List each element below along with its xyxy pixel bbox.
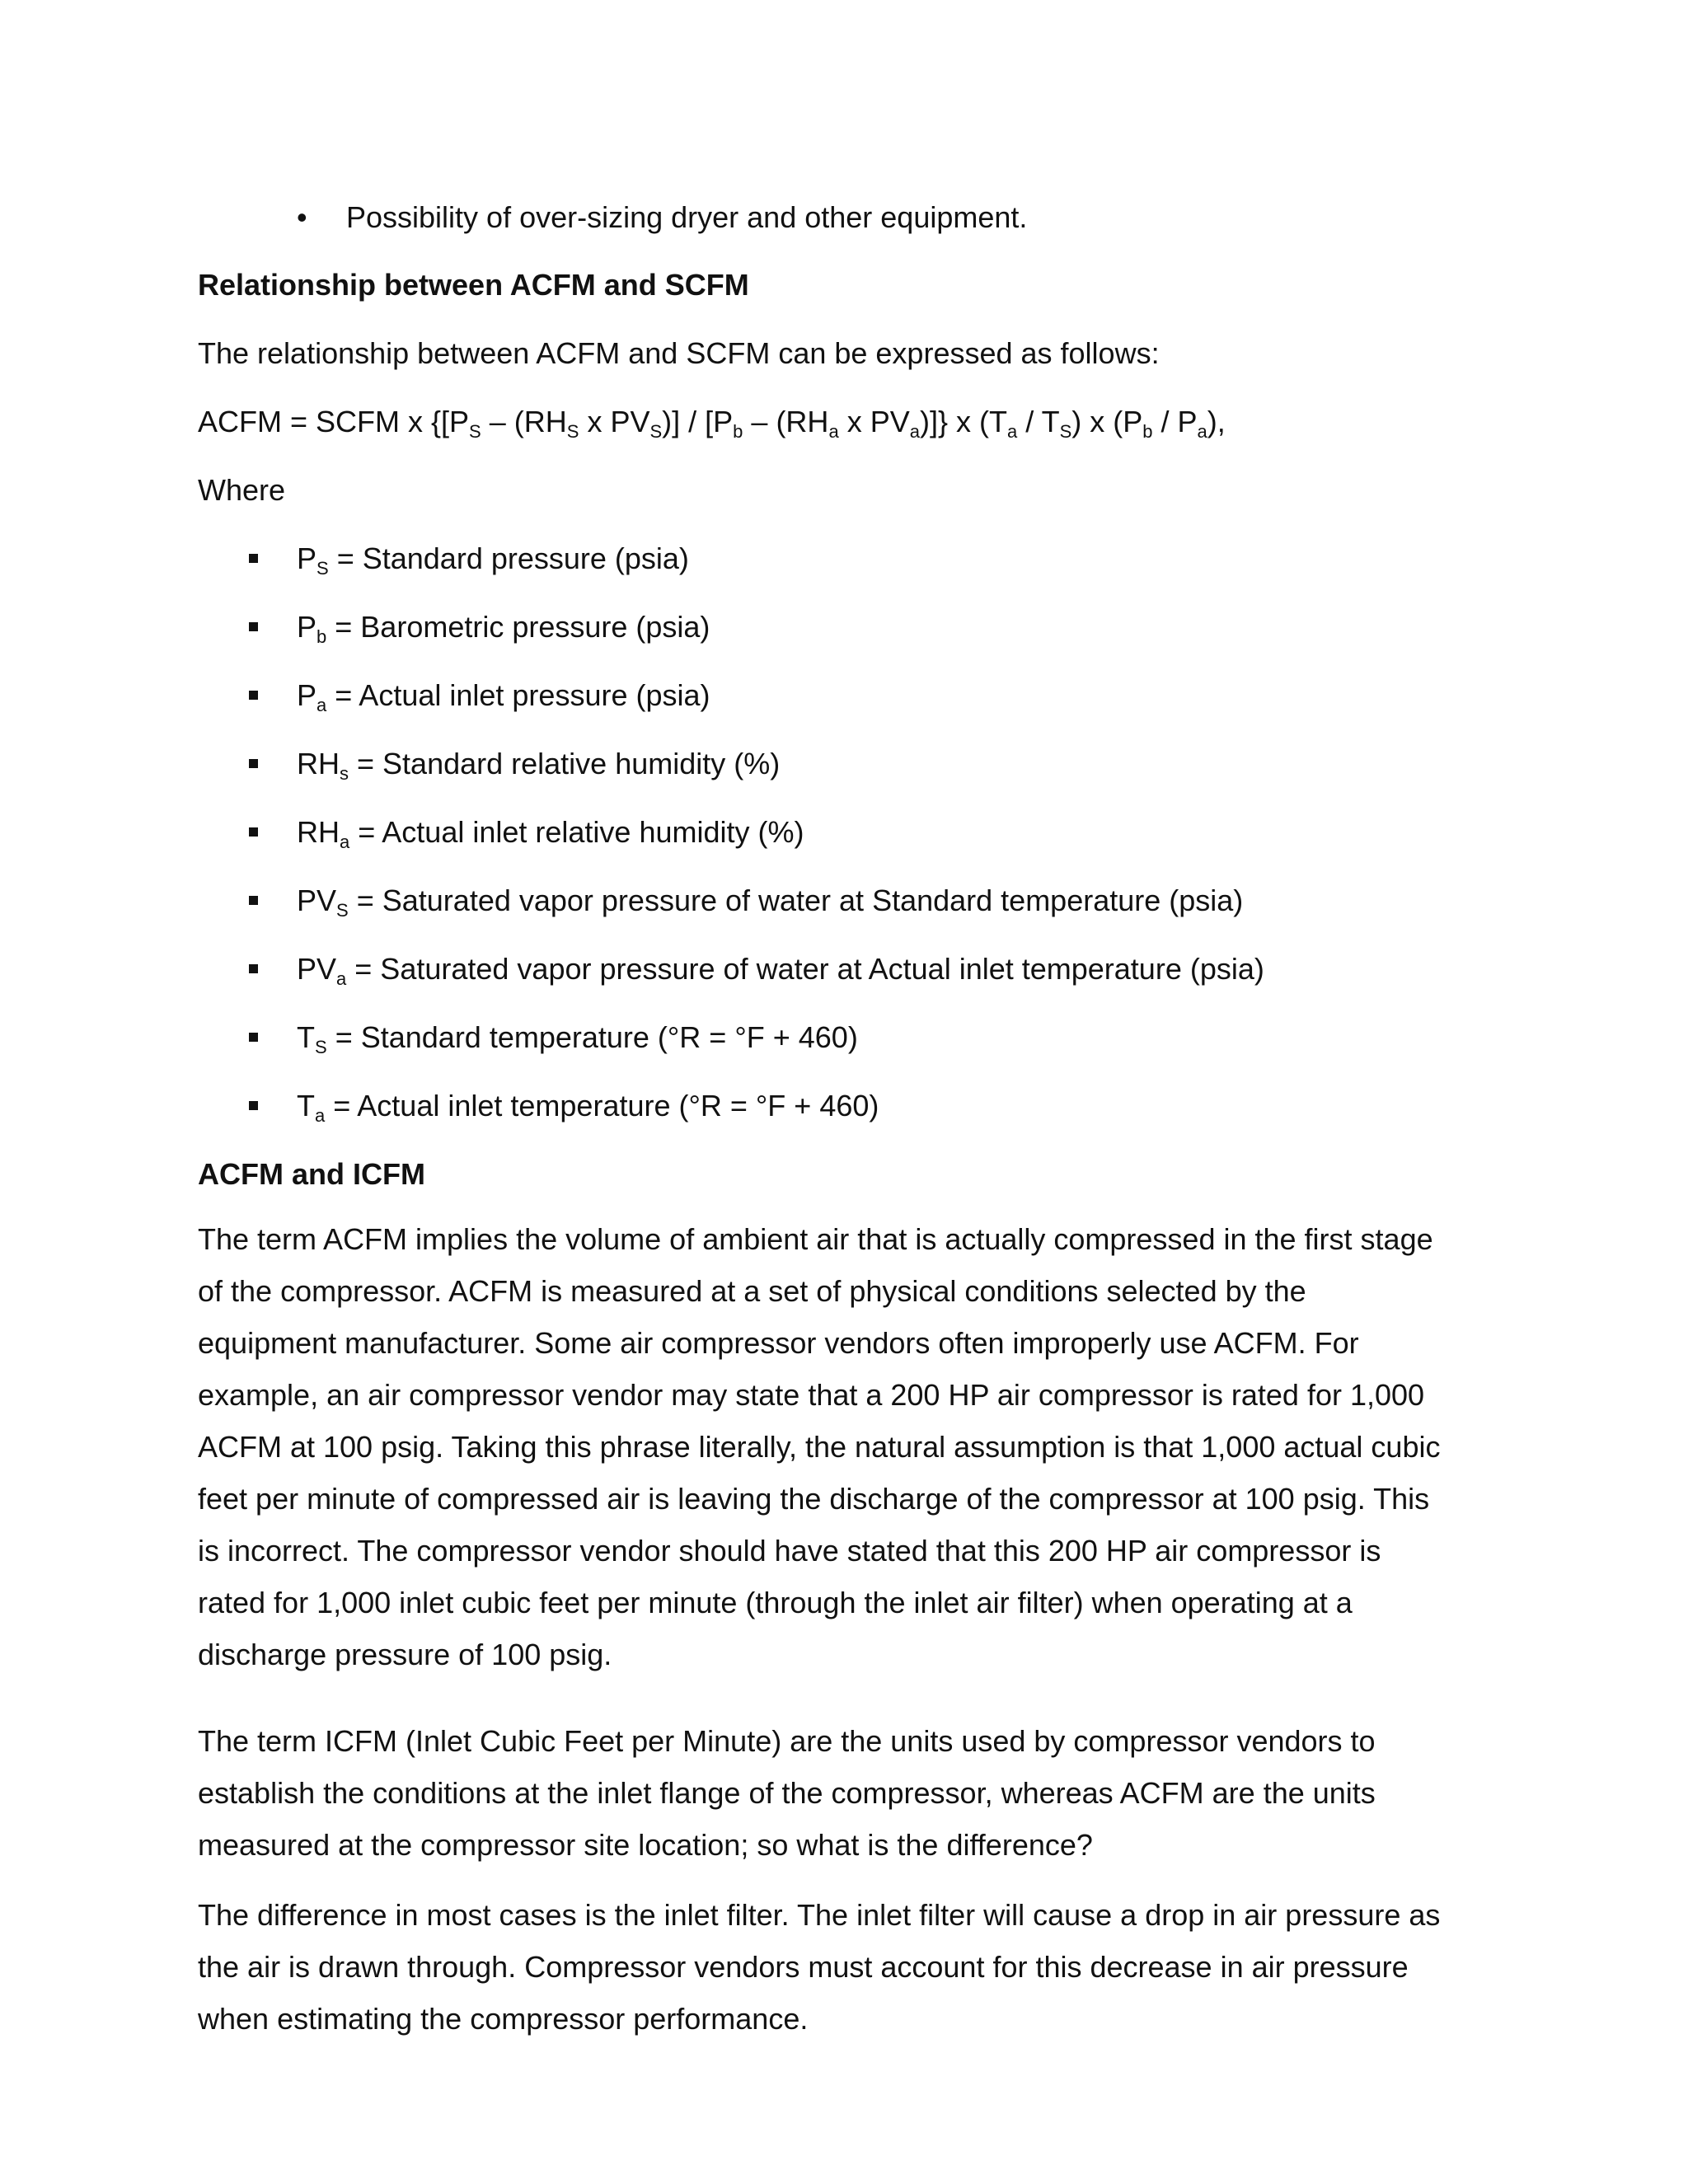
definition-item: $T_S$ = Standard temperature (°R = °F + 460) <box>297 1020 858 1057</box>
paragraph-icfm: The term ICFM (Inlet Cubic Feet per Minute) are the units used by compressor vendors to establish the conditions at the inlet flange of the compressor, whereas ACFM are the units measured at the compressor site location; so what is the difference? <box>198 1724 1376 1862</box>
square-bullet-icon <box>249 1101 258 1110</box>
definition-item: $P_b$ = Barometric pressure (psia) <box>297 610 710 647</box>
square-bullet-icon <box>249 622 258 631</box>
intro-text: The relationship between ACFM and SCFM can be expressed as follows: <box>198 336 1160 370</box>
paragraph-acfm: The term ACFM implies the volume of ambient air that is actually compressed in the first stage of the compressor. ACFM is measured at a set of physical conditions selected by the equipment manufacturer. Some air compressor vendors often improperly use ACFM. For example, an air compressor vendor may state that a 200 HP air compressor is rated for 1,000 ACFM at 100 psig. Taking this phrase literally, the natural assumption is that 1,000 actual cubic feet per minute of compressed air is leaving the discharge of the compressor at 100 psig. This is incorrect. The compressor vendor should have stated that this 200 HP air compressor is rated for 1,000 inlet cubic feet per minute (through the inlet air filter) when operating at a discharge pressure of 100 psig. <box>198 1222 1441 1671</box>
bullet-text: Possibility of over-sizing dryer and other equipment. <box>346 200 1028 234</box>
heading-acfm-icfm: ACFM and ICFM <box>198 1157 425 1191</box>
definition-item: $PV_S$ = Saturated vapor pressure of water at Standard temperature (psia) <box>297 883 1244 921</box>
where-label: Where <box>198 473 286 507</box>
formula: ACFM = SCFM x {[$P_S - (RH_S$ x $PV_S)] / [P_b - (RH_a$ x $PV_a$)]} x $(T_a / T_S)$ x $(P_b / P_a)$, <box>198 405 1226 442</box>
definition-item: $P_S$ = Standard pressure (psia) <box>297 541 689 579</box>
paragraph-inlet-filter: The difference in most cases is the inlet filter. The inlet filter will cause a drop in air pressure as the air is drawn through. Compressor vendors must account for this decrease in air pressure when estimating the compressor performance. <box>198 1898 1441 2036</box>
definition-item: $T_a$ = Actual inlet temperature (°R = °F + 460) <box>297 1089 879 1126</box>
square-bullet-icon <box>249 554 258 563</box>
definition-item: $RH_a$ = Actual inlet relative humidity (%) <box>297 815 804 852</box>
square-bullet-icon <box>249 1033 258 1042</box>
square-bullet-icon <box>249 827 258 837</box>
definition-item: $PV_a$ = Saturated vapor pressure of water at Actual inlet temperature (psia) <box>297 952 1264 989</box>
definition-item: $RH_s$ = Standard relative humidity (%) <box>297 747 781 784</box>
square-bullet-icon <box>249 691 258 700</box>
bullet-dot: • <box>297 200 307 234</box>
square-bullet-icon <box>249 759 258 768</box>
heading-relationship: Relationship between ACFM and SCFM <box>198 268 749 302</box>
square-bullet-icon <box>249 964 258 973</box>
square-bullet-icon <box>249 896 258 905</box>
definition-item: $P_a$ = Actual inlet pressure (psia) <box>297 678 710 715</box>
